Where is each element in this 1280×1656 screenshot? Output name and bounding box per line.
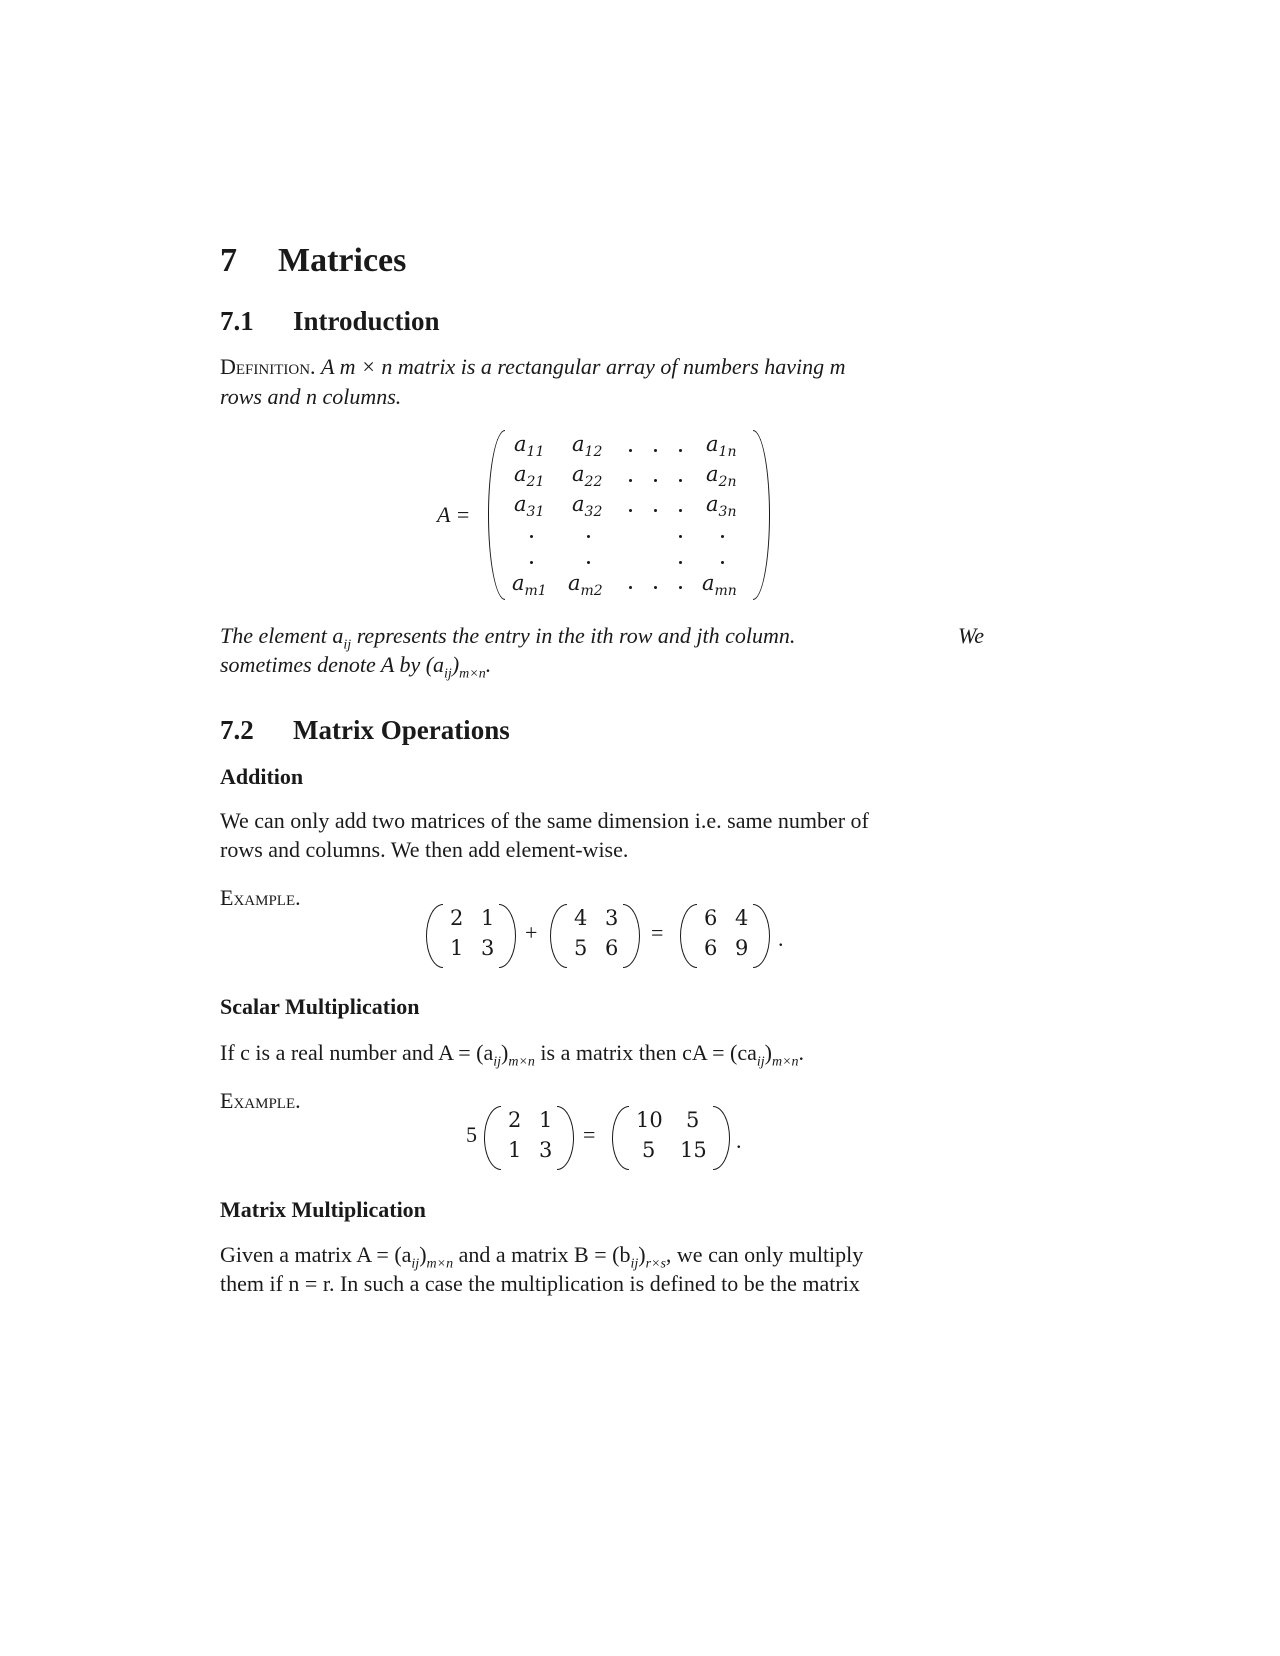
right-paren (753, 430, 770, 600)
general-matrix (488, 430, 770, 600)
mult-text-e: , we can only multiply (665, 1242, 864, 1267)
m2-cell: 5 (574, 936, 588, 960)
addition-matrix-1 (426, 904, 516, 968)
s2-cell: 15 (680, 1138, 707, 1162)
scalar-example-label: Example. (220, 1088, 301, 1113)
m3-cell: 9 (735, 936, 749, 960)
matrix-cell-a22: $a_{22}$ (572, 462, 603, 491)
chapter-title: Matrices (278, 242, 407, 279)
element2-sub-mxn: m×n (459, 666, 486, 682)
matrix-cell-a3n: $a_{3n}$ (706, 492, 737, 521)
scalar-sub-mxn: m×n (508, 1054, 535, 1070)
equals-sign: = (651, 920, 664, 945)
element-line-1-we: We (958, 623, 985, 648)
addition-matrix-3 (680, 904, 770, 968)
mult-sub-ij: ij (411, 1256, 420, 1272)
addition-example-label: Example. (220, 885, 301, 910)
s1-cell: 2 (508, 1108, 522, 1132)
multiplication-line-2: them if n = r. In such a case the multiplication is defined to be the matrix (220, 1271, 860, 1296)
element2-sub-ij: ij (444, 666, 452, 682)
multiplication-heading: Matrix Multiplication (220, 1197, 426, 1222)
s2-cell: 5 (686, 1108, 700, 1132)
chapter-number: 7 (220, 242, 237, 279)
definition-line-2: rows and n columns. (220, 384, 402, 409)
matrix-cell-a1n: $a_{1n}$ (706, 432, 737, 461)
m1-cell: 1 (450, 936, 464, 960)
mult-text-d: ) (638, 1242, 646, 1267)
m1-cell: 2 (450, 906, 464, 930)
mult-sub-mxn: m×n (426, 1256, 454, 1272)
scalar-period: . (736, 1128, 742, 1153)
element-text-b: represents the entry in the ith row and jth column. (351, 623, 796, 648)
scalar-matrix-1 (484, 1106, 574, 1170)
m2-cell: 4 (574, 906, 588, 930)
scalar-sub-ij: ij (493, 1054, 502, 1070)
mult-sub-ij-2: ij (630, 1256, 639, 1272)
mult-text-c: and a matrix B = (b (453, 1242, 631, 1267)
m3-cell: 4 (735, 906, 749, 930)
scalar-text-d: ) (764, 1040, 772, 1065)
definition-label: Definition. (220, 354, 316, 379)
scalar-sub-mxn-2: m×n (771, 1054, 799, 1070)
element-line-2 (220, 650, 491, 689)
s1-cell: 1 (539, 1108, 553, 1132)
scalar-matrix-2 (612, 1106, 730, 1170)
section-number-7-1: 7.1 (220, 306, 254, 336)
m3-cell: 6 (704, 906, 718, 930)
scalar-sub-ij-2: ij (756, 1054, 765, 1070)
scalar-text-a: If c is a real number and A = (a (220, 1040, 494, 1065)
element2-text-b: ) (451, 652, 460, 677)
scalar-line (220, 1038, 804, 1077)
s1-cell: 3 (539, 1138, 553, 1162)
scalar-heading: Scalar Multiplication (220, 994, 420, 1019)
scalar-equals: = (583, 1122, 596, 1147)
definition-text-1: A m × n matrix is a rectangular array of numbers having m (321, 354, 846, 379)
m3-cell: 6 (704, 936, 718, 960)
plus-sign: + (525, 920, 538, 945)
s1-cell: 1 (508, 1138, 522, 1162)
element2-text-a: sometimes denote A by (a (220, 652, 445, 677)
section-number-7-2: 7.2 (220, 715, 254, 745)
definition-line-1 (220, 352, 846, 382)
addition-period: . (778, 926, 784, 951)
matrix-cell-amn: $a_{mn}$ (702, 571, 737, 600)
s2-cell: 10 (636, 1108, 663, 1132)
matrix-cell-am1: $a_{m1}$ (512, 571, 547, 600)
addition-heading: Addition (220, 764, 304, 789)
mult-text-a: Given a matrix A = (a (220, 1242, 412, 1267)
matrix-cell-a21: $a_{21}$ (514, 462, 545, 491)
matrix-cell-a2n: $a_{2n}$ (706, 462, 737, 491)
element-sub-ij: ij (343, 637, 352, 653)
m2-cell: 6 (605, 936, 619, 960)
addition-matrix-2 (550, 904, 640, 968)
mult-sub-rxs: r×s (645, 1256, 666, 1272)
element-text-a: The element a (220, 623, 344, 648)
section-title-matrix-operations: Matrix Operations (293, 715, 510, 745)
scalar-text-e: . (798, 1040, 805, 1065)
mult-text-b: ) (419, 1242, 427, 1267)
matrix-cell-a31: $a_{31}$ (514, 492, 545, 521)
m1-cell: 3 (481, 936, 495, 960)
scalar-factor: 5 (466, 1122, 477, 1147)
matrix-a-lhs: A = (437, 502, 471, 527)
scalar-text-b: ) (501, 1040, 509, 1065)
element2-text-c: . (485, 652, 492, 677)
addition-line-1: We can only add two matrices of the same dimension i.e. same number of (220, 808, 869, 833)
matrix-cell-am2: $a_{m2}$ (568, 571, 603, 600)
m2-cell: 3 (605, 906, 619, 930)
matrix-cell-a11: $a_{11}$ (514, 432, 545, 461)
s2-cell: 5 (642, 1138, 656, 1162)
matrix-cell-a32: $a_{32}$ (572, 492, 603, 521)
section-title-introduction: Introduction (293, 306, 440, 336)
matrix-cell-a12: $a_{12}$ (572, 432, 603, 461)
m1-cell: 1 (481, 906, 495, 930)
scalar-text-c: is a matrix then cA = (ca (534, 1040, 757, 1065)
addition-line-2: rows and columns. We then add element-wise. (220, 837, 629, 862)
left-paren (488, 430, 505, 600)
